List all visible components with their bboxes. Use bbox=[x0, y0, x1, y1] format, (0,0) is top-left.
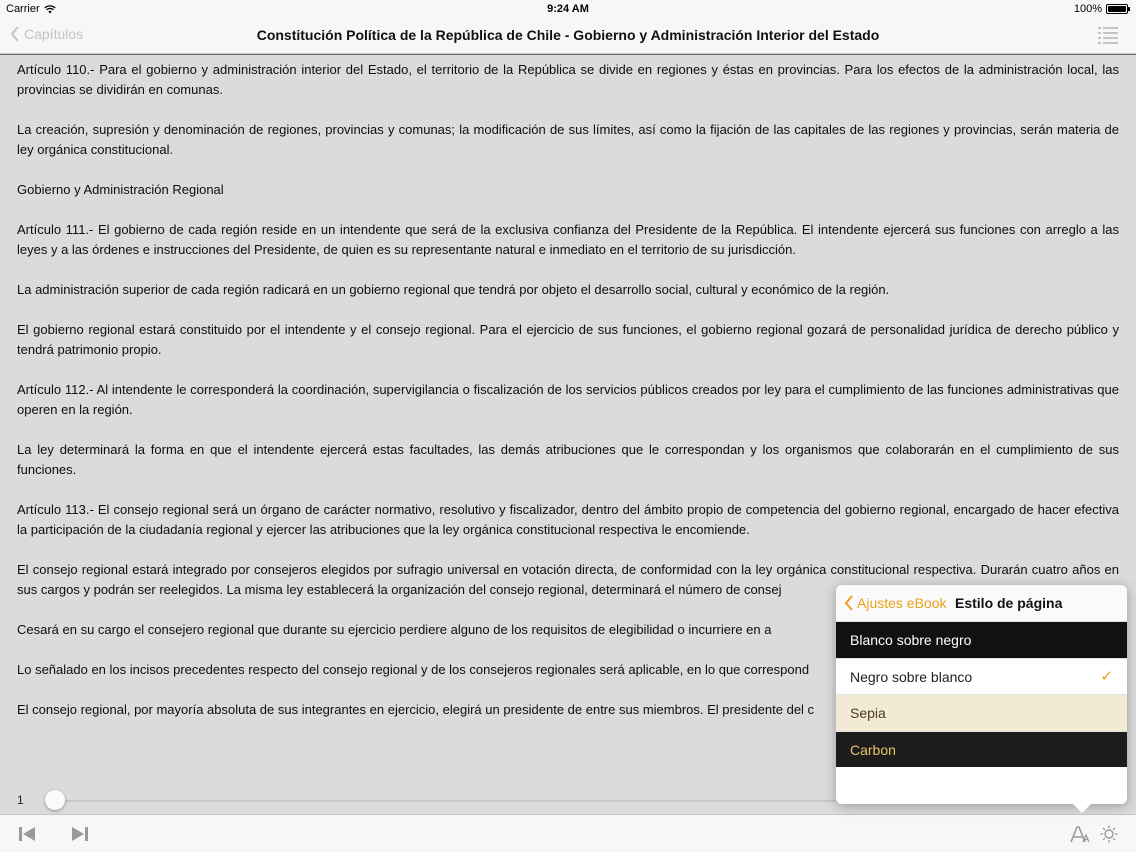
clock: 9:24 AM bbox=[547, 3, 589, 15]
paragraph: Cesará en su cargo el consejero regional que durante su ejercicio perdiere alguno de los requisitos de elegibilidad o incurriere en a bbox=[17, 622, 772, 637]
font-settings-button[interactable] bbox=[1070, 825, 1090, 843]
option-label: Negro sobre blanco bbox=[850, 668, 973, 685]
paragraph: La creación, supresión y denominación de regiones, provincias y comunas; la modificación de sus límites, así como la fijación de las capitales de las regiones y provincias, serán materia de ley orgánica constitucional. bbox=[17, 122, 1119, 157]
slider-knob[interactable] bbox=[45, 790, 65, 810]
paragraph: Artículo 110.- Para el gobierno y administración interior del Estado, el territorio de la República se divide en regiones y éstas en provincias. Para los efectos de la administración local, las provincias se dividirán en comunas. bbox=[17, 62, 1119, 97]
navigation-bar bbox=[0, 18, 1136, 54]
brightness-button[interactable] bbox=[1100, 825, 1118, 843]
paragraph: Lo señalado en los incisos precedentes respecto del consejo regional y de los consejeros regionales será aplicable, en lo que correspond bbox=[17, 662, 810, 677]
section-heading: Gobierno y Administración Regional bbox=[17, 182, 224, 197]
style-option-white-on-black[interactable] bbox=[836, 621, 1127, 658]
style-option-black-on-white[interactable] bbox=[836, 658, 1127, 695]
back-button[interactable] bbox=[10, 26, 83, 42]
option-label: Blanco sobre negro bbox=[850, 632, 972, 648]
paragraph: El gobierno regional estará constituido por el intendente y el consejo regional. Para el ejercicio de sus funciones, el gobierno regional gozará de personalidad jurídica de derecho público y tendrá patrimonio propio. bbox=[17, 322, 1119, 357]
paragraph: El consejo regional estará integrado por consejeros elegidos por sufragio universal en votación directa, de conformidad con la ley orgánica constitucional respectiva. Durarán cuatro años en sus cargos y podrán ser reelegidos. La misma ley establecerá la organización del consejo regional, determinará el número de consej bbox=[17, 562, 1119, 597]
page-style-popover bbox=[836, 585, 1127, 804]
back-button-label: Capítulos bbox=[24, 26, 84, 42]
style-option-carbon[interactable] bbox=[836, 731, 1127, 768]
style-option-sepia[interactable] bbox=[836, 694, 1127, 731]
checkmark-icon: ✓ bbox=[1100, 667, 1113, 685]
font-size-icon bbox=[1070, 825, 1090, 843]
paragraph: Artículo 111.- El gobierno de cada región reside en un intendente que será de la exclusiva confianza del Presidente de la República. El intendente ejercerá sus funciones con arreglo a las leyes y a las órdenes e instrucciones del Presidente, de quien es su representante natural e inmediato en el territorio de su jurisdicción. bbox=[17, 222, 1119, 257]
battery-status bbox=[1074, 3, 1128, 15]
bottom-toolbar bbox=[0, 814, 1136, 852]
popover-header bbox=[836, 585, 1127, 621]
paragraph: La ley determinará la forma en que el intendente ejercerá estas facultades, las demás atribuciones que le correspondan y los organismos que colaborarán en el cumplimiento de sus funciones. bbox=[17, 442, 1119, 477]
brightness-icon bbox=[1100, 825, 1118, 843]
chevron-left-icon bbox=[844, 595, 854, 611]
list-icon bbox=[1098, 26, 1118, 44]
skip-back-icon bbox=[18, 825, 36, 843]
option-label: Carbon bbox=[850, 741, 896, 758]
option-label: Sepia bbox=[850, 705, 886, 721]
skip-forward-icon bbox=[71, 825, 89, 843]
ebook-settings-back-button[interactable] bbox=[844, 595, 947, 611]
back-label: Ajustes eBook bbox=[857, 595, 947, 611]
paragraph: El consejo regional, por mayoría absoluta de sus integrantes en ejercicio, elegirá un presidente de entre sus miembros. El presidente del c bbox=[17, 702, 815, 717]
previous-chapter-button[interactable] bbox=[18, 825, 36, 843]
battery-percent: 100% bbox=[1073, 3, 1102, 15]
popover-arrow bbox=[1072, 803, 1092, 813]
carrier-label: Carrier bbox=[6, 3, 40, 15]
chevron-left-icon bbox=[10, 26, 20, 42]
table-of-contents-button[interactable] bbox=[1098, 26, 1118, 44]
page-title: Constitución Política de la República de Chile - Gobierno y Administración Interior del Estado bbox=[256, 27, 880, 43]
page-number: 1 bbox=[17, 793, 24, 807]
popover-title: Estilo de página bbox=[955, 595, 1063, 611]
paragraph: Artículo 112.- Al intendente le corresponderá la coordinación, supervigilancia o fiscalización de los servicios públicos creados por ley para el cumplimiento de las funciones administrativas que operen en la región. bbox=[17, 382, 1119, 417]
paragraph: La administración superior de cada región radicará en un gobierno regional que tendrá por objeto el desarrollo social, cultural y económico de la región. bbox=[17, 282, 890, 297]
paragraph: Artículo 113.- El consejo regional será un órgano de carácter normativo, resolutivo y fiscalizador, dentro del ámbito propio de competencia del gobierno regional, encargado de hacer efectiva la participación de la ciudadanía regional y ejercer las atribuciones que la ley orgánica constitucional respectiva le encomiende. bbox=[17, 502, 1119, 537]
next-chapter-button[interactable] bbox=[71, 825, 89, 843]
status-bar bbox=[0, 0, 1136, 18]
battery-icon bbox=[1106, 4, 1128, 14]
